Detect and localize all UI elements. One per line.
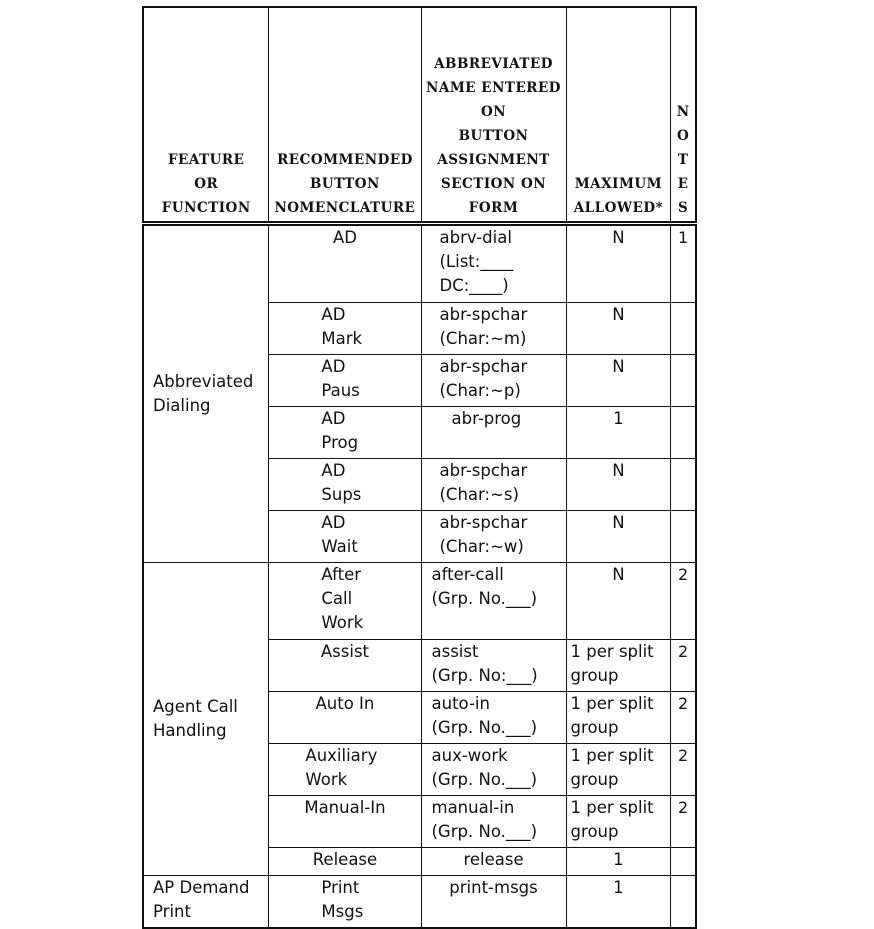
name-cell: abr-spchar (Char:~p) (421, 355, 566, 407)
max-cell: N (566, 563, 671, 640)
name-cell: manual-in (Grp. No.___) (421, 796, 566, 848)
table-header-row (143, 7, 696, 224)
note-cell (671, 407, 696, 459)
feature-cell: Abbreviated Dialing (143, 224, 269, 563)
table-row (143, 224, 696, 303)
name-cell: abr-spchar (Char:~w) (421, 511, 566, 563)
feature-column-header: FEATURE OR FUNCTION (143, 7, 269, 224)
feature-cell: AP Demand Print (143, 876, 269, 929)
button-cell: Manual-In (269, 796, 421, 848)
table-row (143, 876, 696, 929)
note-cell: 1 (671, 224, 696, 303)
button-assignment-table (142, 6, 697, 929)
note-cell (671, 355, 696, 407)
button-cell: AD Wait (269, 511, 421, 563)
note-cell: 2 (671, 796, 696, 848)
max-cell: 1 per split group (566, 692, 671, 744)
note-cell (671, 876, 696, 929)
note-cell: 2 (671, 640, 696, 692)
button-cell: AD Mark (269, 303, 421, 355)
note-cell (671, 303, 696, 355)
button-cell: AD Sups (269, 459, 421, 511)
note-cell: 2 (671, 563, 696, 640)
button-cell: Release (269, 848, 421, 876)
name-cell: abr-prog (421, 407, 566, 459)
name-cell: aux-work (Grp. No.___) (421, 744, 566, 796)
name-cell: abr-spchar (Char:~m) (421, 303, 566, 355)
max-cell: N (566, 303, 671, 355)
max-cell: 1 (566, 407, 671, 459)
name-cell: auto-in (Grp. No.___) (421, 692, 566, 744)
button-cell: AD Paus (269, 355, 421, 407)
button-cell: Auto In (269, 692, 421, 744)
name-cell: abrv-dial (List:____ DC:____) (421, 224, 566, 303)
max-cell: N (566, 511, 671, 563)
max-cell: 1 (566, 848, 671, 876)
table-row (143, 563, 696, 640)
note-cell (671, 511, 696, 563)
notes-column-header: N O T E S (671, 7, 696, 224)
max-cell: N (566, 224, 671, 303)
max-cell: N (566, 355, 671, 407)
max-cell: 1 per split group (566, 640, 671, 692)
feature-cell: Agent Call Handling (143, 563, 269, 876)
name-cell: assist (Grp. No:___) (421, 640, 566, 692)
button-cell: Print Msgs (269, 876, 421, 929)
note-cell (671, 848, 696, 876)
maximum-column-header: MAXIMUM ALLOWED* (566, 7, 671, 224)
name-cell: abr-spchar (Char:~s) (421, 459, 566, 511)
name-cell: print-msgs (421, 876, 566, 929)
max-cell: 1 per split group (566, 744, 671, 796)
note-cell: 2 (671, 692, 696, 744)
button-cell: AD (269, 224, 421, 303)
max-cell: 1 (566, 876, 671, 929)
button-cell: After Call Work (269, 563, 421, 640)
note-cell (671, 459, 696, 511)
name-cell: after-call (Grp. No.___) (421, 563, 566, 640)
name-cell: release (421, 848, 566, 876)
max-cell: 1 per split group (566, 796, 671, 848)
max-cell: N (566, 459, 671, 511)
button-cell: Auxiliary Work (269, 744, 421, 796)
name-column-header: ABBREVIATED NAME ENTERED ON BUTTON ASSIGNMENT SECTION ON FORM (421, 7, 566, 224)
button-cell: Assist (269, 640, 421, 692)
button-cell: AD Prog (269, 407, 421, 459)
button-column-header: RECOMMENDED BUTTON NOMENCLATURE (269, 7, 421, 224)
note-cell: 2 (671, 744, 696, 796)
